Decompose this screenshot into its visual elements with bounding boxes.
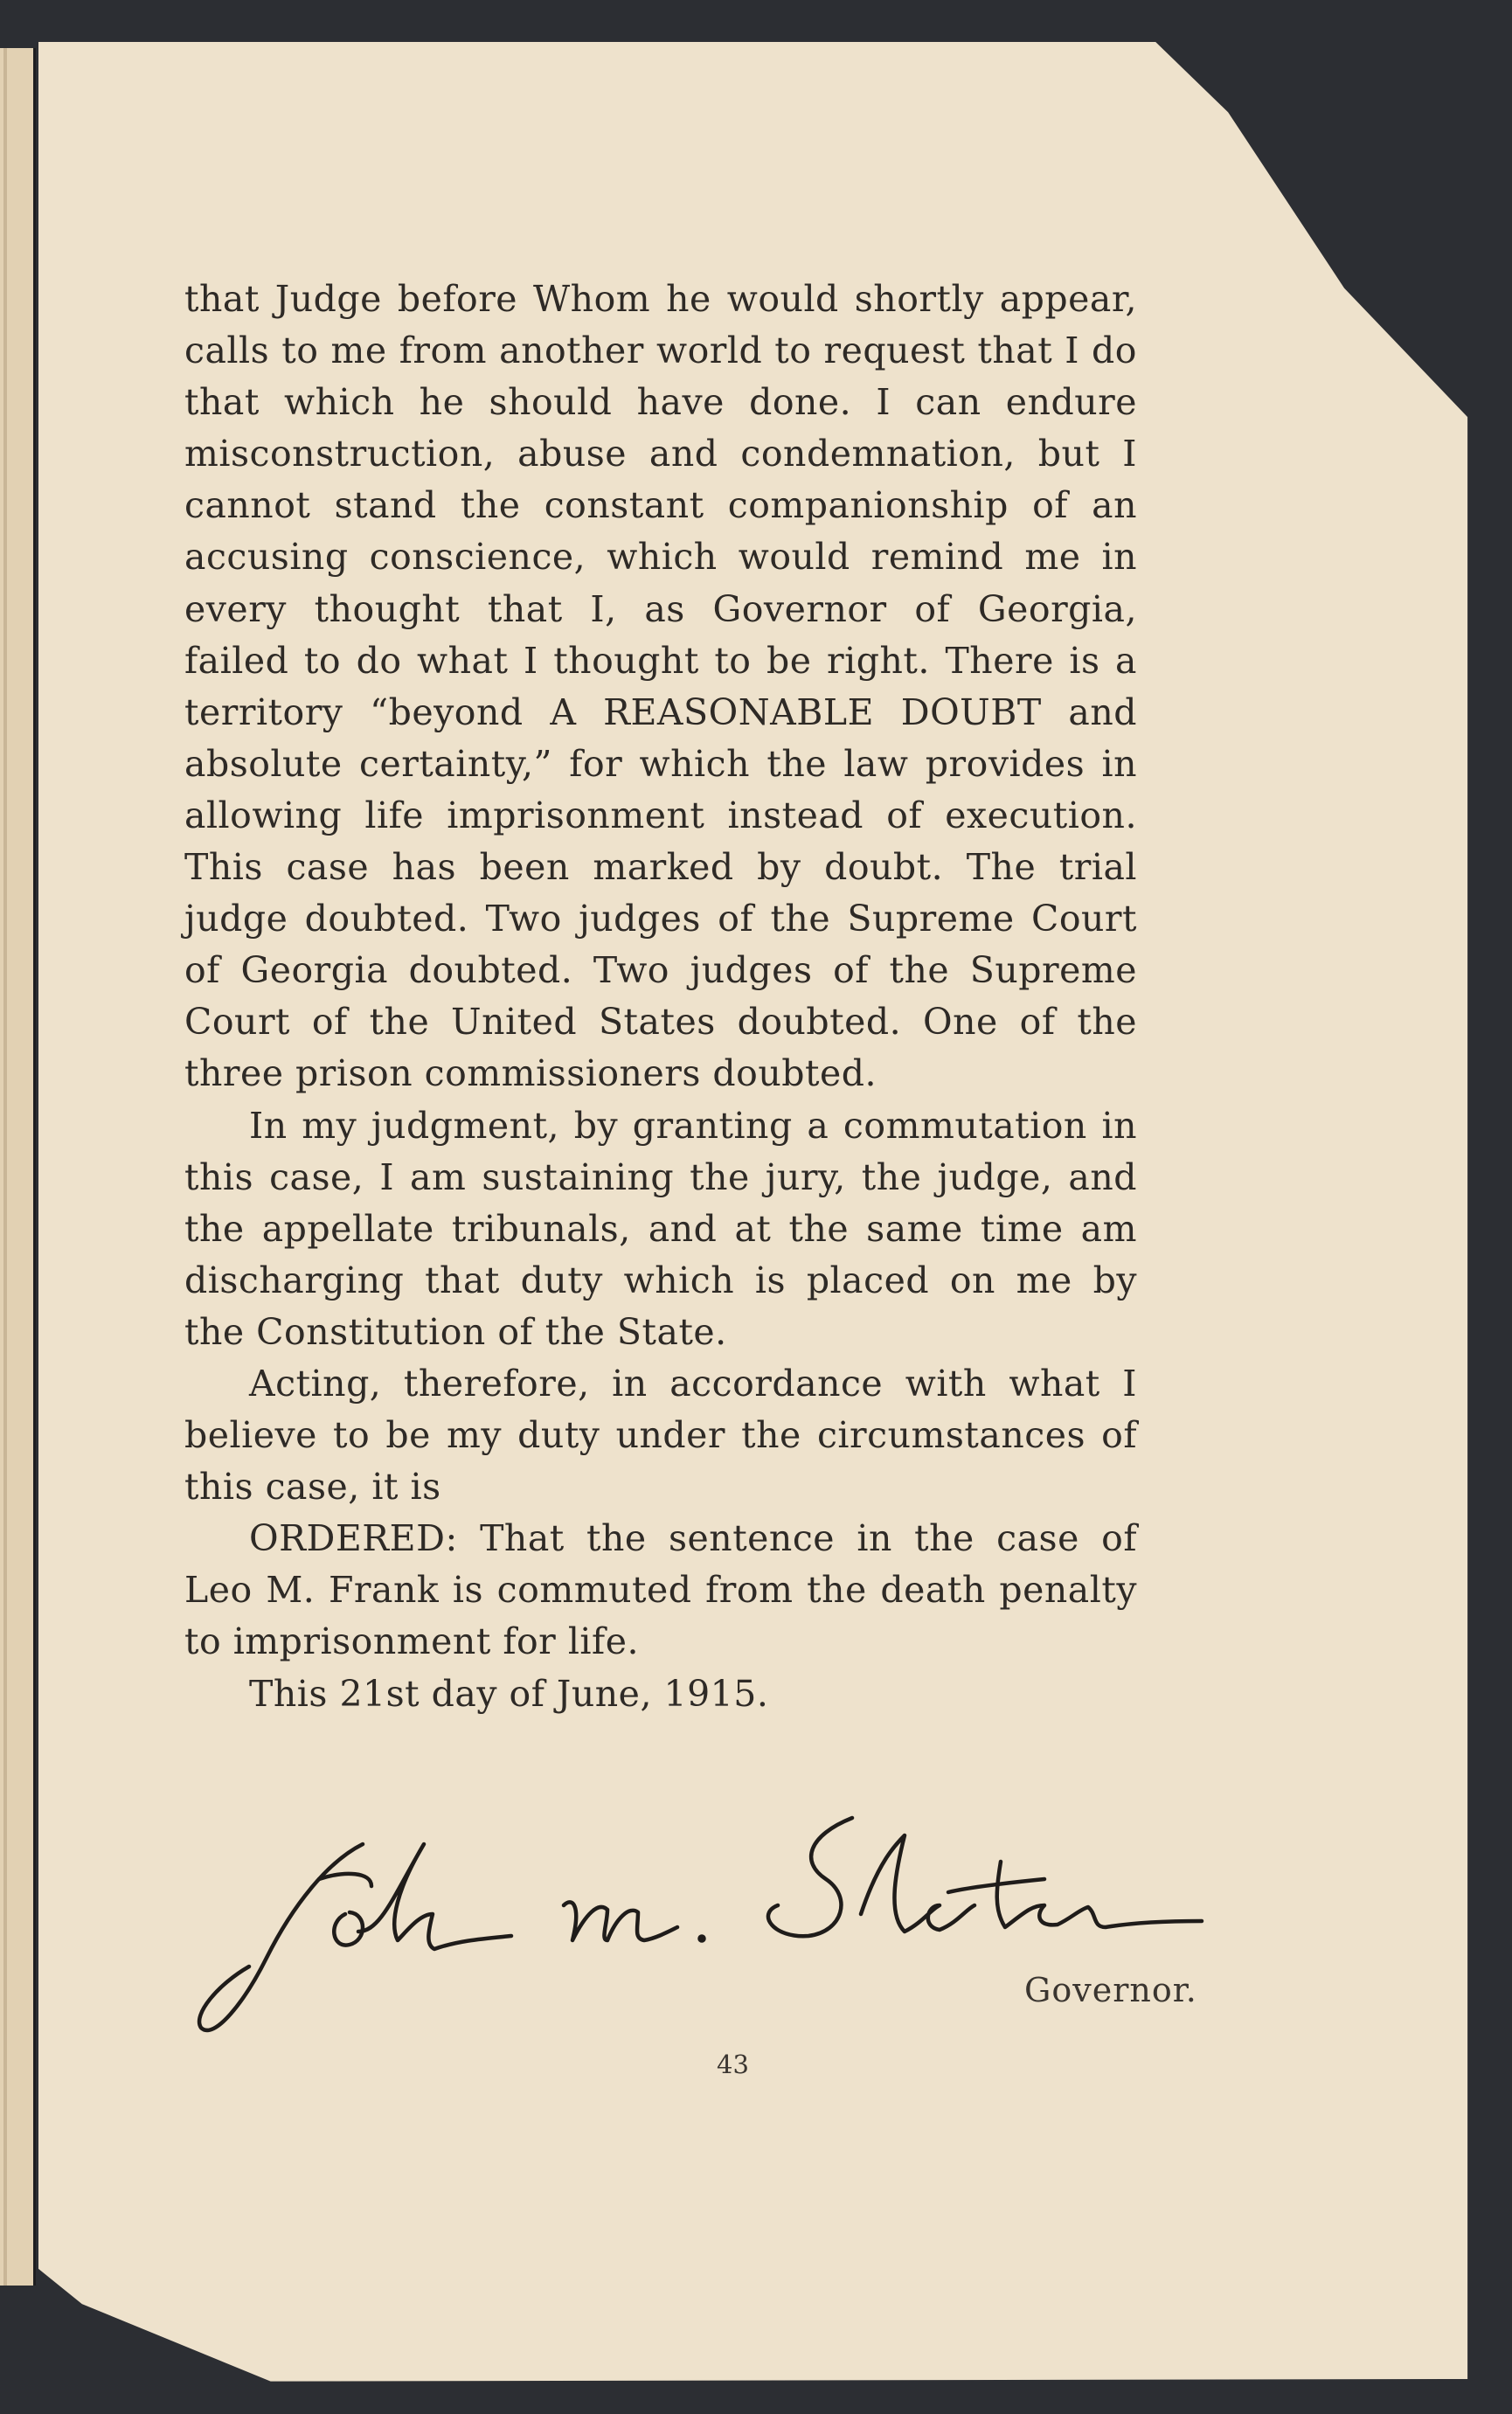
paragraph-ordered: ORDERED: That the sentence in the case of Leo M. Frank is commuted from the death penalty to imprisonment for life. [184,1517,1137,1663]
signature-title: Governor. [1024,1971,1197,2009]
paragraph-date: This 21st day of June, 1915. [249,1672,769,1715]
body-text [184,274,1137,1720]
paragraph-judgment: In my judgment, by granting a commutation in this case, I am sustaining the jury, the judge, and the appellate tribunals, and at the same time am discharging that duty which is placed on me by the Constitution of the State. [184,1104,1137,1353]
page-number: 43 [717,2050,749,2079]
paragraph-continuation: that Judge before Whom he would shortly appear, calls to me from another world to request that I do that which he should have done. I can endure misconstruction, abuse and condemnation, but I cannot stand the constant companionship of an accusing conscience, which would remind me in every thought that I, as Governor of Georgia, failed to do what I thought to be right. There is a territory “beyond A REASONABLE DOUBT and absolute certainty,” for which the law provides in allowing life imprisonment instead of execution. This case has been marked by doubt. The trial judge doubted. Two judges of the Supreme Court of Georgia doubted. Two judges of the Supreme Court of the United States doubted. One of the three prison commissioners doubted. [184,278,1137,1095]
adjacent-page-edge [0,48,36,2286]
paragraph-acting: Acting, therefore, in accordance with what I believe to be my duty under the circumstances of this case, it is [184,1362,1137,1509]
handwritten-signature [197,1809,1210,2063]
